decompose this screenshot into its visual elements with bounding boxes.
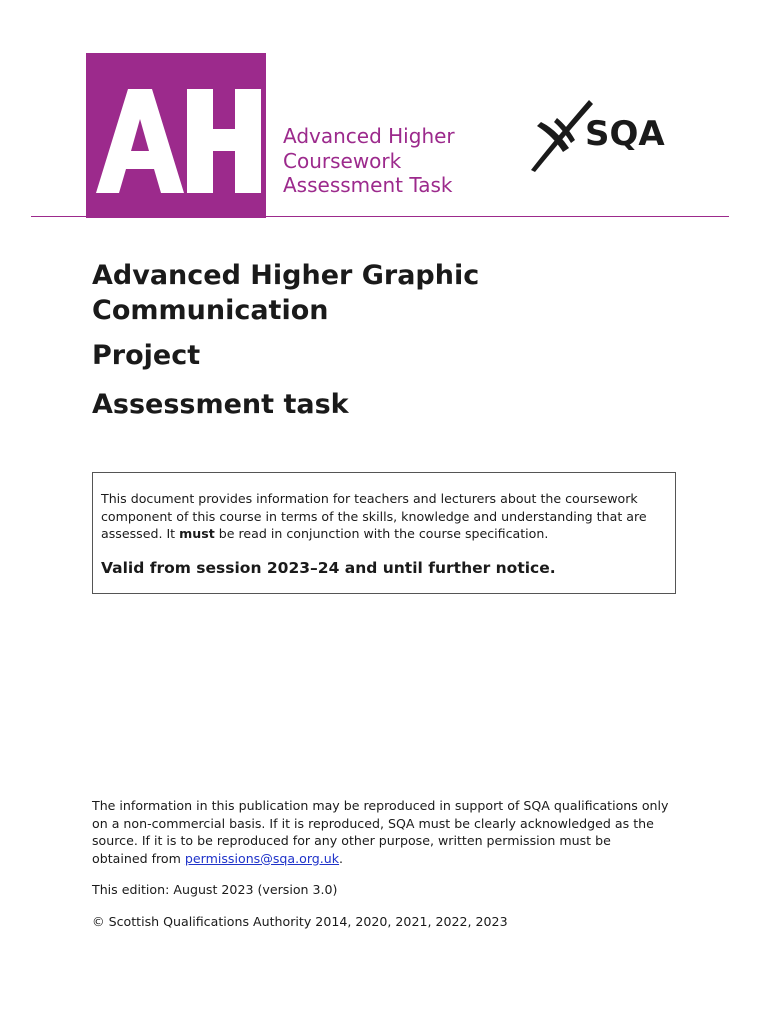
course-title-line-1: Advanced Higher Graphic [92, 260, 480, 291]
notice-text-post: . [339, 850, 344, 866]
ah-subtitle-line: Assessment Task [283, 173, 453, 197]
sqa-logo [527, 100, 677, 175]
permissions-email-link[interactable]: permissions@sqa.org.uk [184, 850, 340, 866]
document-type-title: Assessment task [92, 389, 349, 420]
sqa-logo-text: SQA [585, 114, 665, 154]
ah-logo [86, 53, 266, 218]
reproduction-notice-line [92, 850, 712, 868]
copyright-text: © Scottish Qualifications Authority 2014, 2020, 2021, 2022, 2023 [92, 913, 508, 929]
info-line: This document provides information for teachers and lecturers about the coursework [101, 491, 638, 506]
ah-subtitle [283, 124, 455, 198]
ah-logo-mark [86, 53, 266, 218]
info-text-post: be read in conjunction with the course specification. [214, 526, 549, 541]
ah-subtitle-line: Advanced Higher [283, 124, 455, 148]
reproduction-notice-line: on a non-commercial basis. If it is reproduced, SQA must be clearly acknowledged as the [92, 815, 654, 831]
ah-subtitle-line: Coursework [283, 148, 402, 173]
reproduction-notice-line: The information in this publication may be reproduced in support of SQA qualifications only [92, 798, 669, 813]
component-title: Project [92, 340, 201, 371]
info-emphasis: must [179, 526, 215, 541]
info-box [92, 472, 676, 594]
course-title-line-2: Communication [92, 295, 329, 326]
notice-text-pre: obtained from [92, 850, 185, 866]
title-block [92, 258, 692, 422]
info-text-pre: assessed. It [101, 526, 180, 541]
reproduction-notice-line: source. If it is to be reproduced for any other purpose, written permission must be [92, 833, 611, 849]
validity-notice: Valid from session 2023–24 and until further notice. [101, 558, 556, 577]
header-divider [31, 216, 729, 217]
edition-text: This edition: August 2023 (version 3.0) [92, 882, 338, 898]
copyright-section [92, 797, 712, 931]
info-line: component of this course in terms of the skills, knowledge and understanding that are [101, 508, 647, 524]
info-line [101, 525, 667, 543]
